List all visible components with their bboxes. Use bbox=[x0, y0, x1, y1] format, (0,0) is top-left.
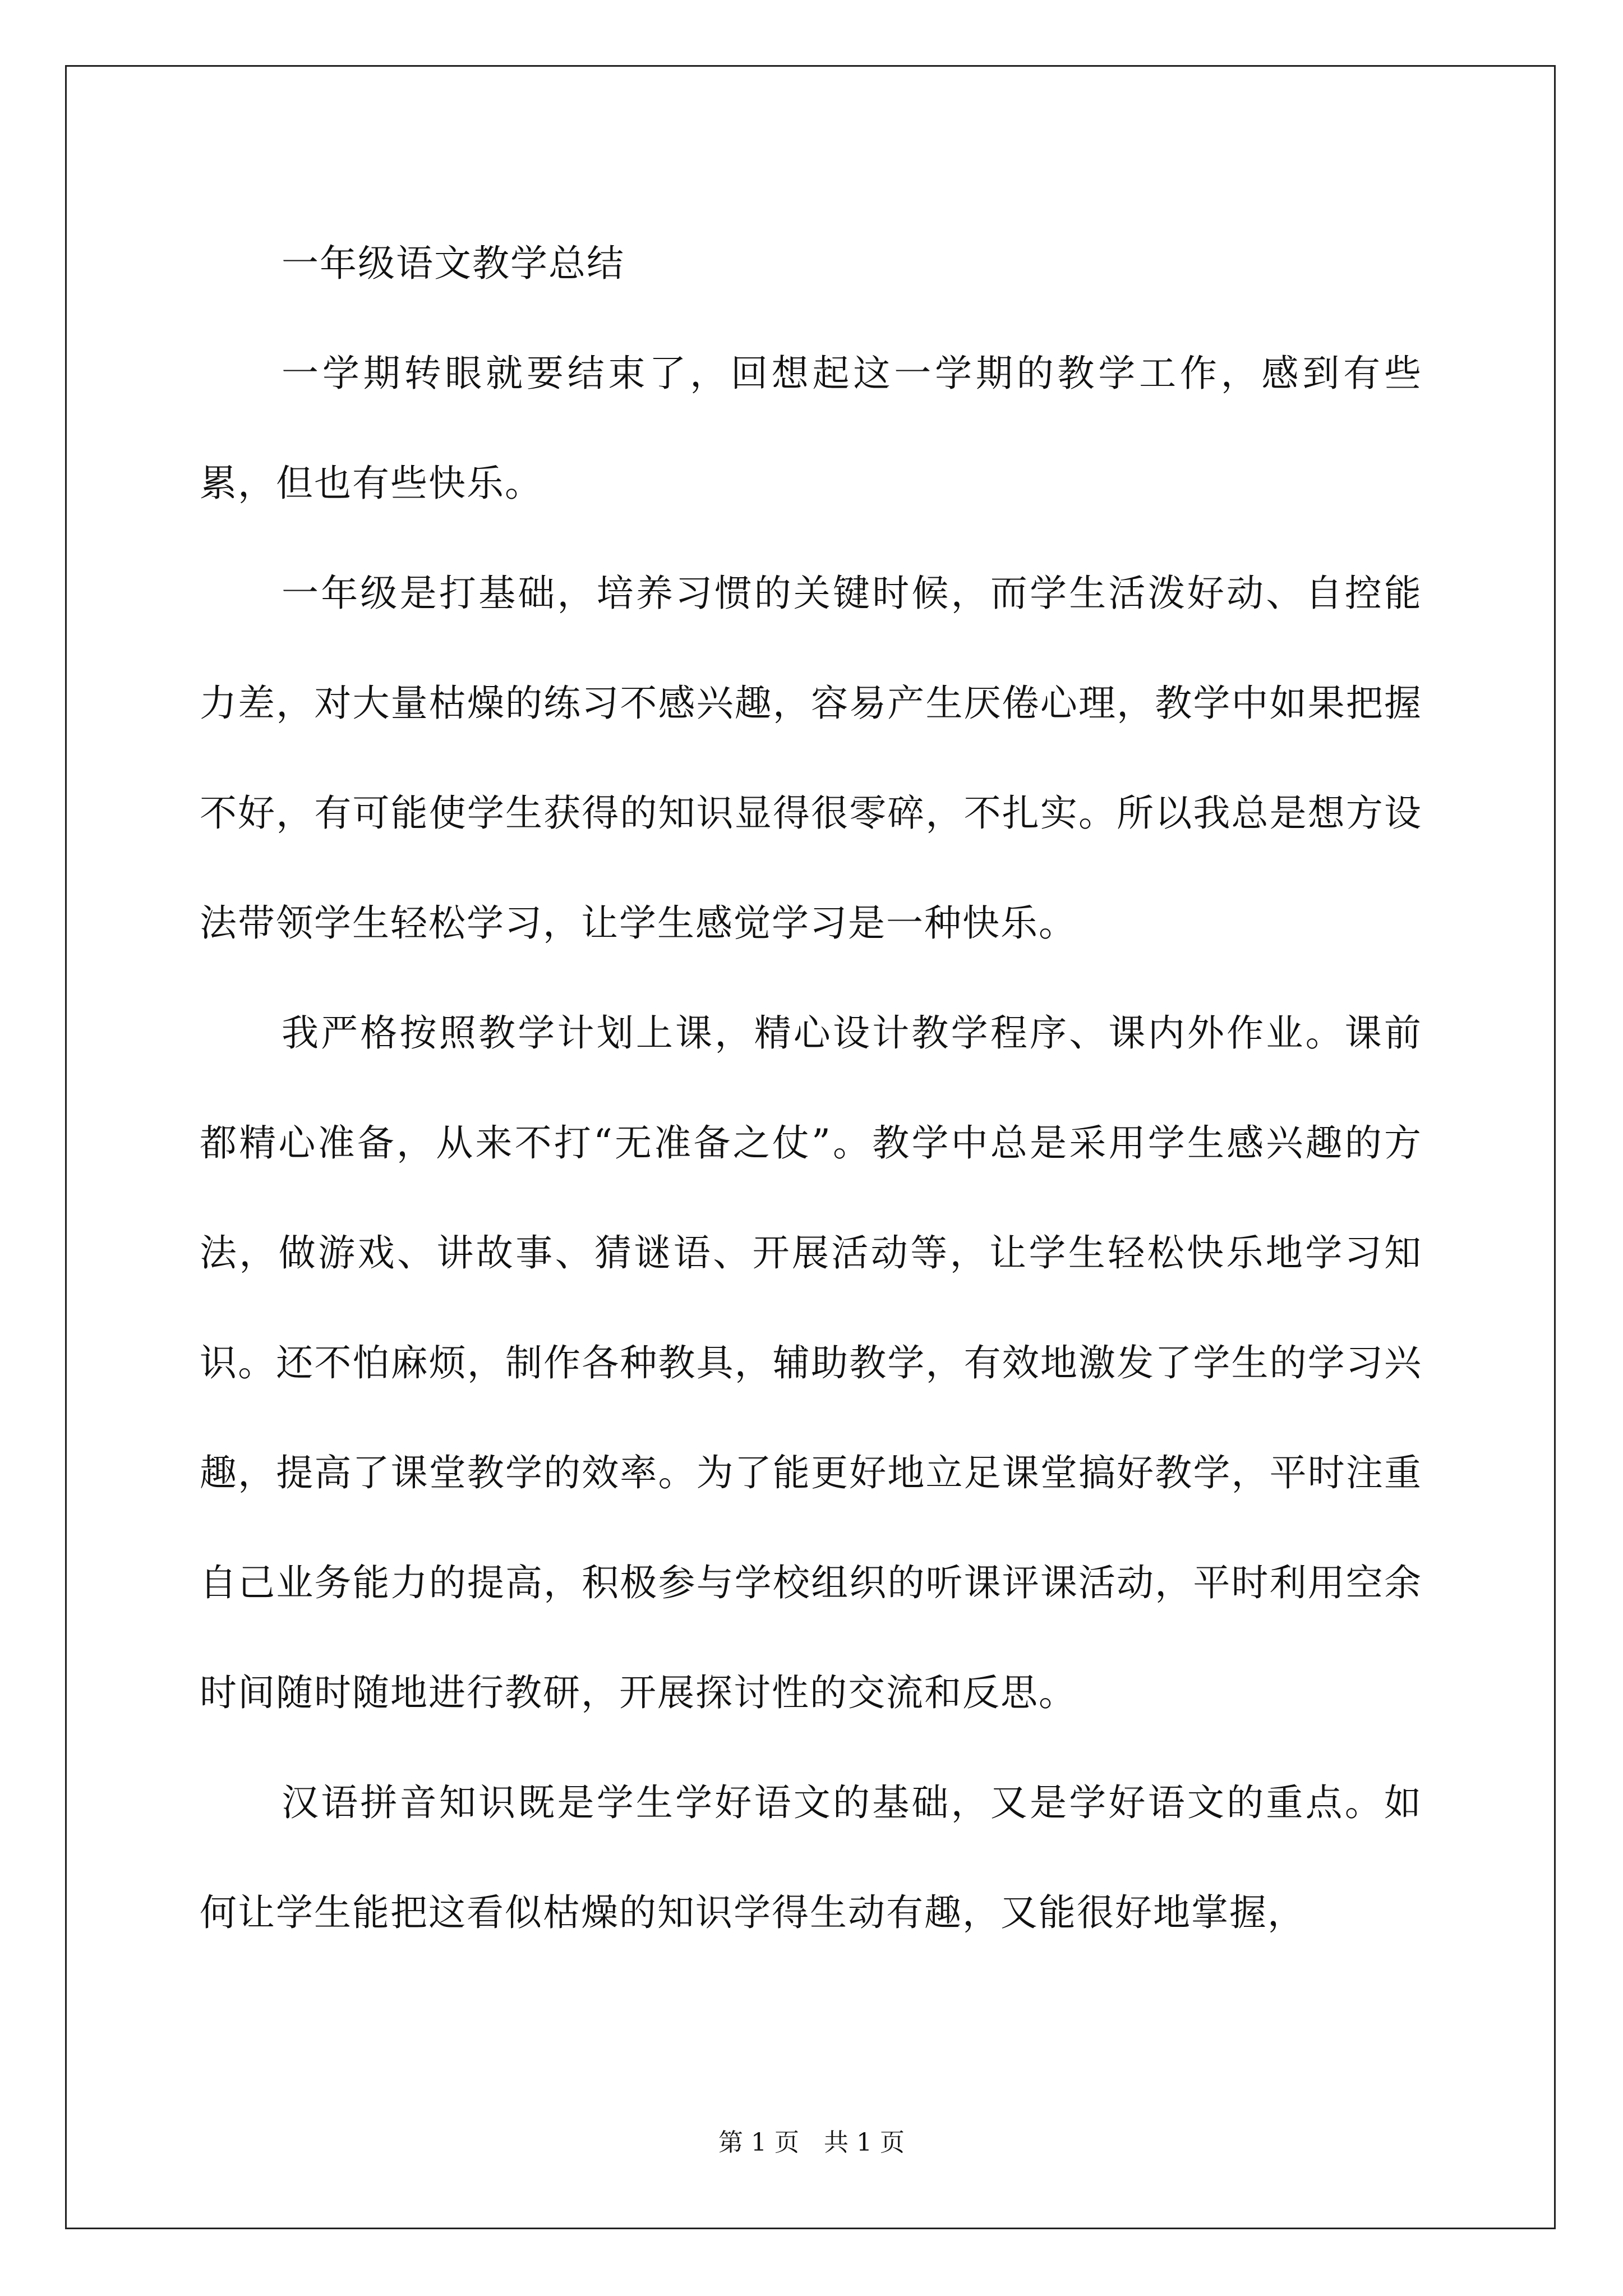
document-title: 一年级语文教学总结 bbox=[282, 242, 625, 285]
paragraph-1: 一学期转眼就要结束了，回想起这一学期的教学工作，感到有些累，但也有些快乐。 bbox=[200, 352, 1422, 505]
document-body bbox=[200, 209, 1422, 1968]
paragraph-4: 汉语拼音知识既是学生学好语文的基础，又是学好语文的重点。如何让学生能把这看似枯燥的知识学得生动有趣，又能很好地掌握， bbox=[200, 1781, 1422, 1934]
paragraph-3: 我严格按照教学计划上课，精心设计教学程序、课内外作业。课前都精心准备，从来不打“无准备之仗”。教学中总是采用学生感兴趣的方法，做游戏、讲故事、猜谜语、开展活动等，让学生轻松快乐地学习知识。还不怕麻烦，制作各种教具，辅助教学，有效地激发了学生的学习兴趣，提高了课堂教学的效率。为了能更好地立足课堂搞好教学，平时注重自己业务能力的提高，积极参与学校组织的听课评课活动，平时利用空余时间随时随地进行教研，开展探讨性的交流和反思。 bbox=[200, 1011, 1422, 1714]
page-footer: 第 1 页 共 1 页 bbox=[718, 2128, 905, 2157]
paragraph-2: 一年级是打基础，培养习惯的关键时候，而学生活泼好动、自控能力差，对大量枯燥的练习不感兴趣，容易产生厌倦心理，教学中如果把握不好，有可能使学生获得的知识显得很零碎，不扎实。所以我总是想方设法带领学生轻松学习，让学生感觉学习是一种快乐。 bbox=[200, 572, 1422, 945]
